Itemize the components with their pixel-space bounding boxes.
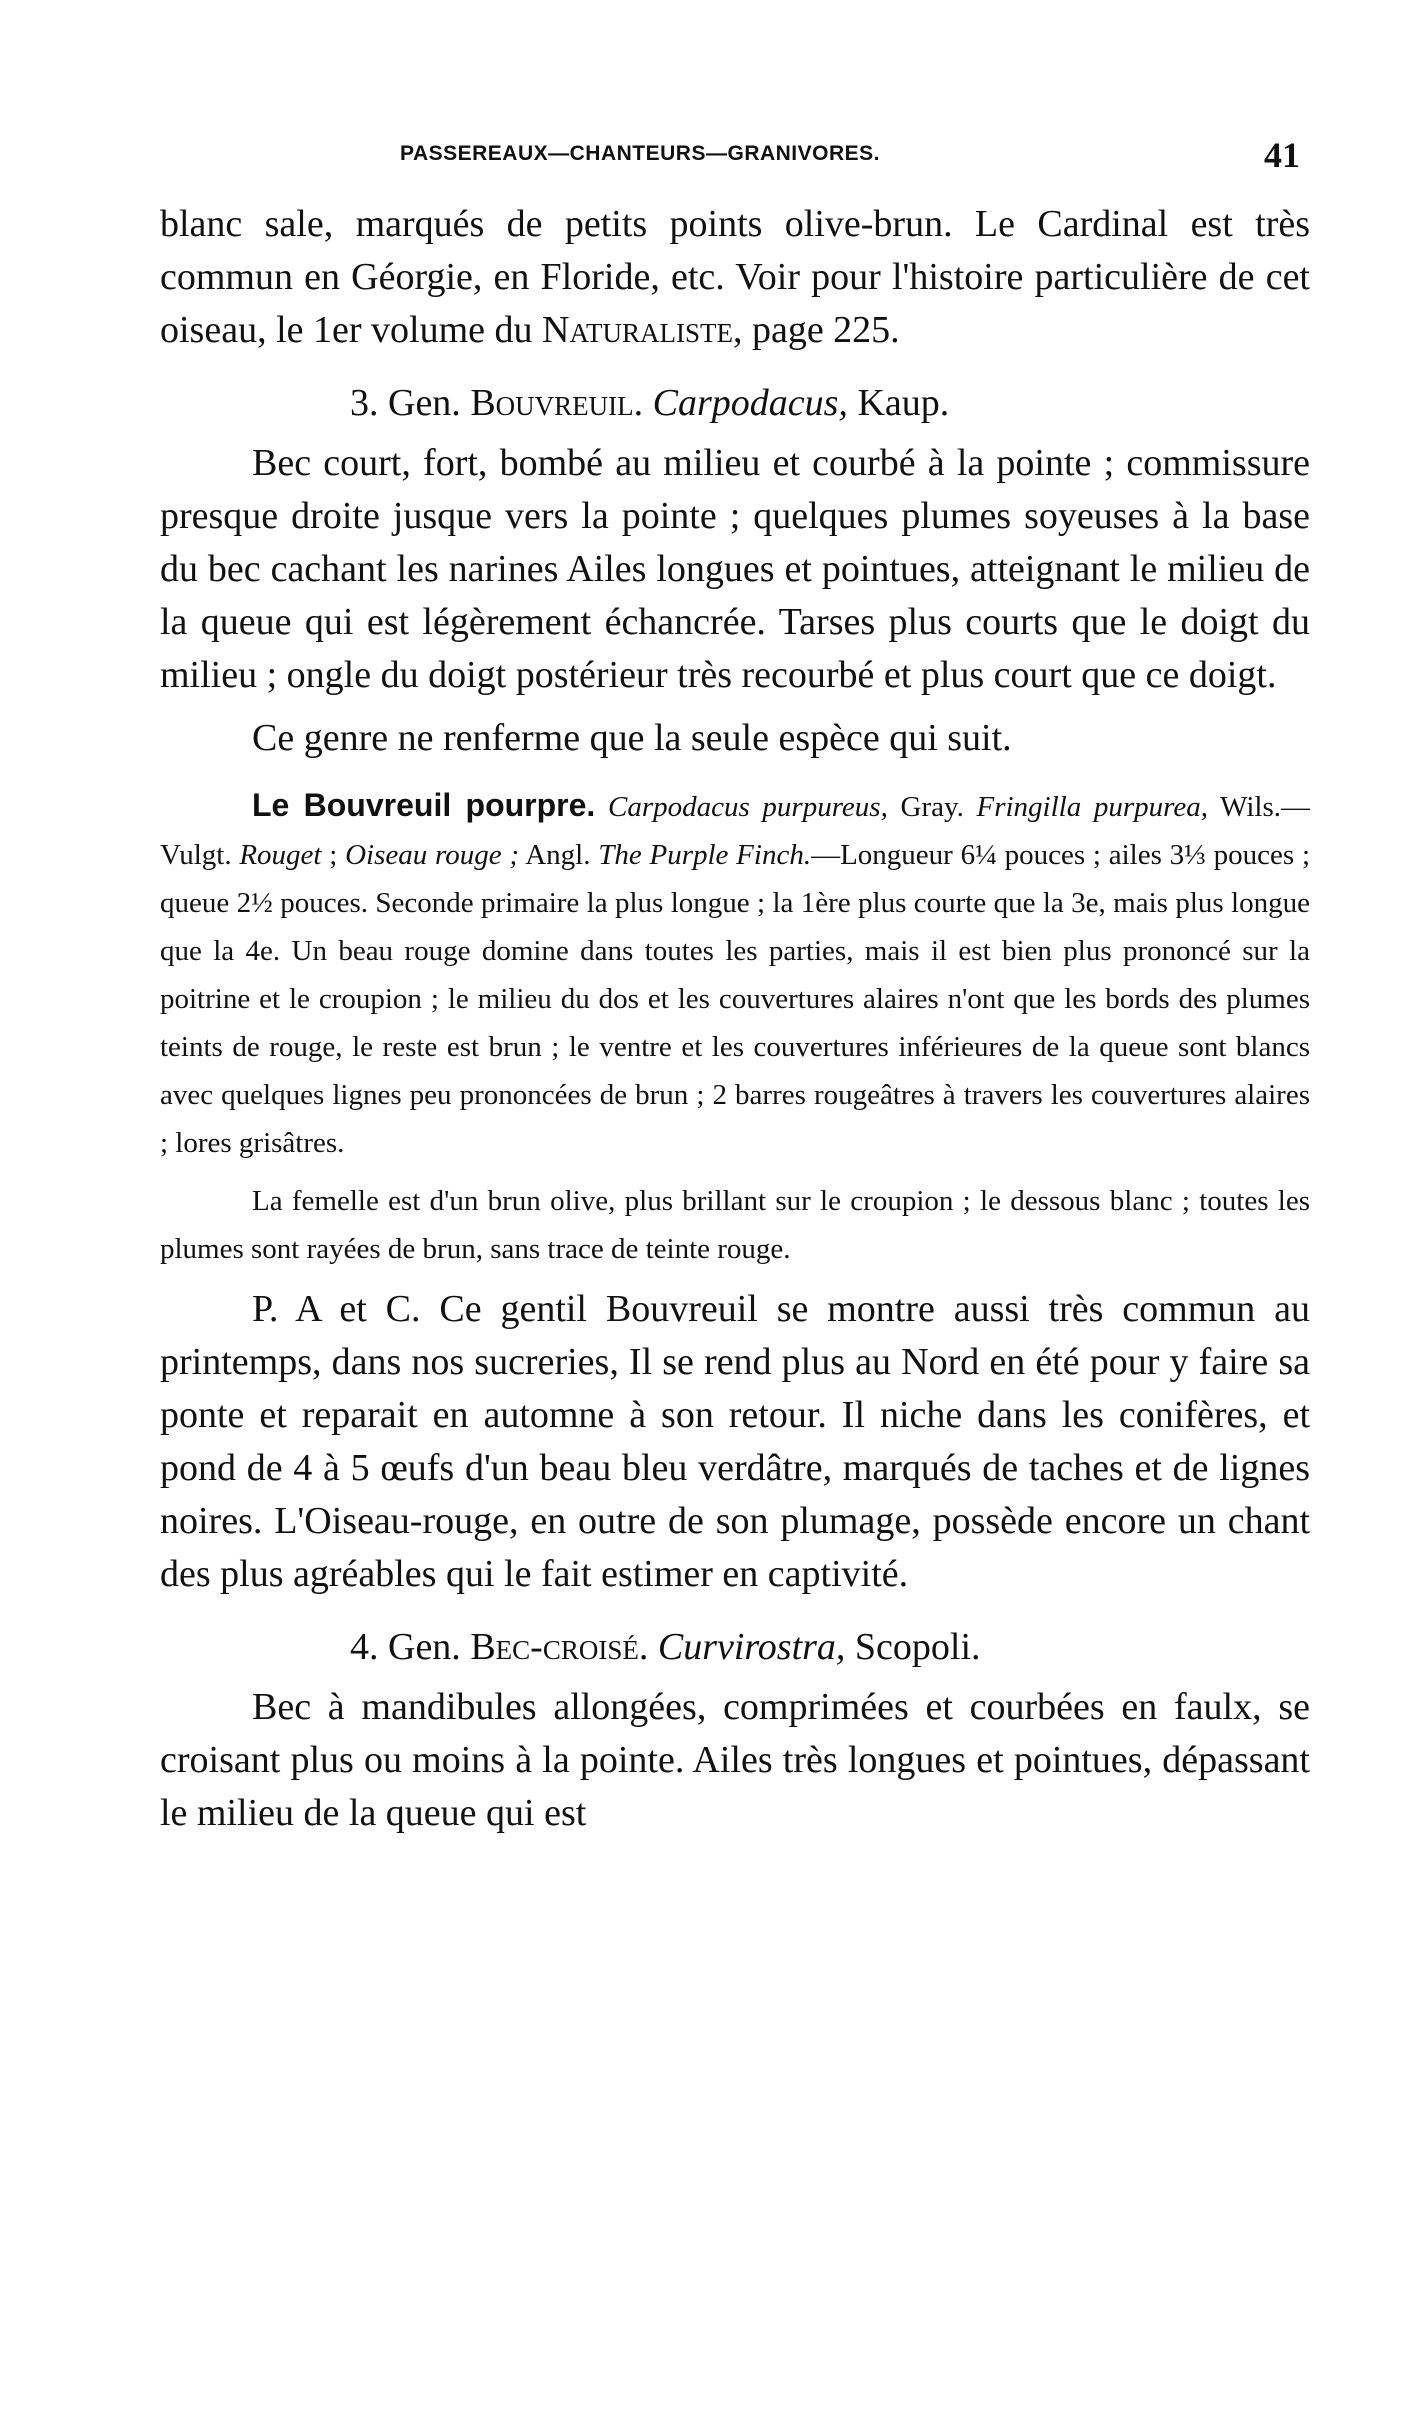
genus-heading-bec-croise bbox=[160, 1619, 1310, 1675]
species-text-2: Wils.—Vulgt. bbox=[160, 791, 1311, 871]
species-vulgar-1: Rouget bbox=[239, 839, 322, 871]
species-text-1: Gray. bbox=[887, 791, 977, 823]
paragraph-cardinal-end bbox=[160, 198, 1310, 357]
species-name: Le Bouvreuil pourpre. bbox=[252, 787, 596, 823]
paragraph-species-description bbox=[160, 781, 1310, 1167]
running-head bbox=[160, 130, 1310, 190]
genus-author: Kaup. bbox=[847, 382, 950, 424]
book-page bbox=[160, 130, 1310, 1840]
species-latin-1: Carpodacus purpureus, bbox=[607, 791, 888, 823]
genus-heading-bouvreuil bbox=[160, 375, 1310, 431]
naturaliste-reference: Naturaliste bbox=[542, 309, 733, 351]
genus-number: 4. Gen. bbox=[350, 1626, 471, 1668]
page-reference: , page 225. bbox=[732, 309, 900, 351]
paragraph-local-notes: P. A et C. Ce gentil Bouvreuil se montre aussi très commun au printemps, dans nos sucreries, Il se rend plus au Nord en été pour y faire sa ponte et reparait en automne à son retour. Il niche dans les conifères, et pond de 4 à 5 œufs d'un beau bleu verdâtre, marqués de taches et de lignes noires. L'Oiseau-rouge, en outre de son plumage, possède encore un chant des plus agréables qui le fait estimer en captivité. bbox=[160, 1288, 1310, 1595]
species-text-3: ; bbox=[321, 839, 346, 871]
genus-name-fr: Bouvreuil. bbox=[470, 382, 644, 424]
paragraph-bec-croise-description: Bec à mandibules allongées, comprimées et courbées en faulx, se croisant plus ou moins à la pointe. Ailes très longues et pointues, dépassant le milieu de la queue qui est bbox=[160, 1686, 1310, 1834]
running-title: PASSEREAUX—CHANTEURS—GRANIVORES. bbox=[400, 142, 880, 165]
species-english-name: The Purple Finch. bbox=[598, 839, 812, 871]
genus-name-latin: Curvirostra, bbox=[657, 1626, 846, 1668]
species-text-4: Angl. bbox=[519, 839, 599, 871]
species-vulgar-2: Oiseau rouge ; bbox=[345, 839, 520, 871]
genus-number: 3. Gen. bbox=[350, 382, 471, 424]
genus-name-fr: Bec-croisé. bbox=[470, 1626, 649, 1668]
paragraph-female-description: La femelle est d'un brun olive, plus brillant sur le croupion ; le dessous blanc ; toutes les plumes sont rayées de brun, sans trace de teinte rouge. bbox=[160, 1185, 1310, 1265]
paragraph-genus-description: Bec court, fort, bombé au milieu et courbé à la pointe ; commissure presque droite jusque vers la pointe ; quelques plumes soyeuses à la base du bec cachant les narines Ailes longues et pointues, atteignant le milieu de la queue qui est légèrement échancrée. Tarses plus courts que le doigt du milieu ; ongle du doigt postérieur très recourbé et plus court que ce doigt. bbox=[160, 442, 1310, 696]
species-measurements: —Longueur 6¼ pouces ; ailes 3⅓ pouces ; queue 2½ pouces. Seconde primaire la plus longue ; la 1ère plus courte que la 3e, mais plus longue que la 4e. Un beau rouge domine dans toutes les parties, mais il est bien plus prononcé sur la poitrine et le croupion ; le milieu du dos et les couvertures alaires n'ont que les bords des plumes teints de rouge, le reste est brun ; le ventre et les couvertures inférieures de la queue sont blancs avec quelques lignes peu prononcées de brun ; 2 barres rougeâtres à travers les couvertures alaires ; lores grisâtres. bbox=[160, 839, 1310, 1159]
page-number: 41 bbox=[1264, 135, 1300, 175]
cardinal-text: blanc sale, marqués de petits points olive-brun. Le Cardinal est très commun en Géorgie, en Floride, etc. Voir pour l'histoire particulière de cet oiseau, le 1er volume du bbox=[160, 203, 1310, 351]
paragraph-genus-note: Ce genre ne renferme que la seule espèce qui suit. bbox=[252, 717, 1012, 759]
genus-name-latin: Carpodacus, bbox=[652, 382, 848, 424]
genus-author: Scopoli. bbox=[845, 1626, 981, 1668]
species-latin-2: Fringilla purpurea, bbox=[976, 791, 1209, 823]
